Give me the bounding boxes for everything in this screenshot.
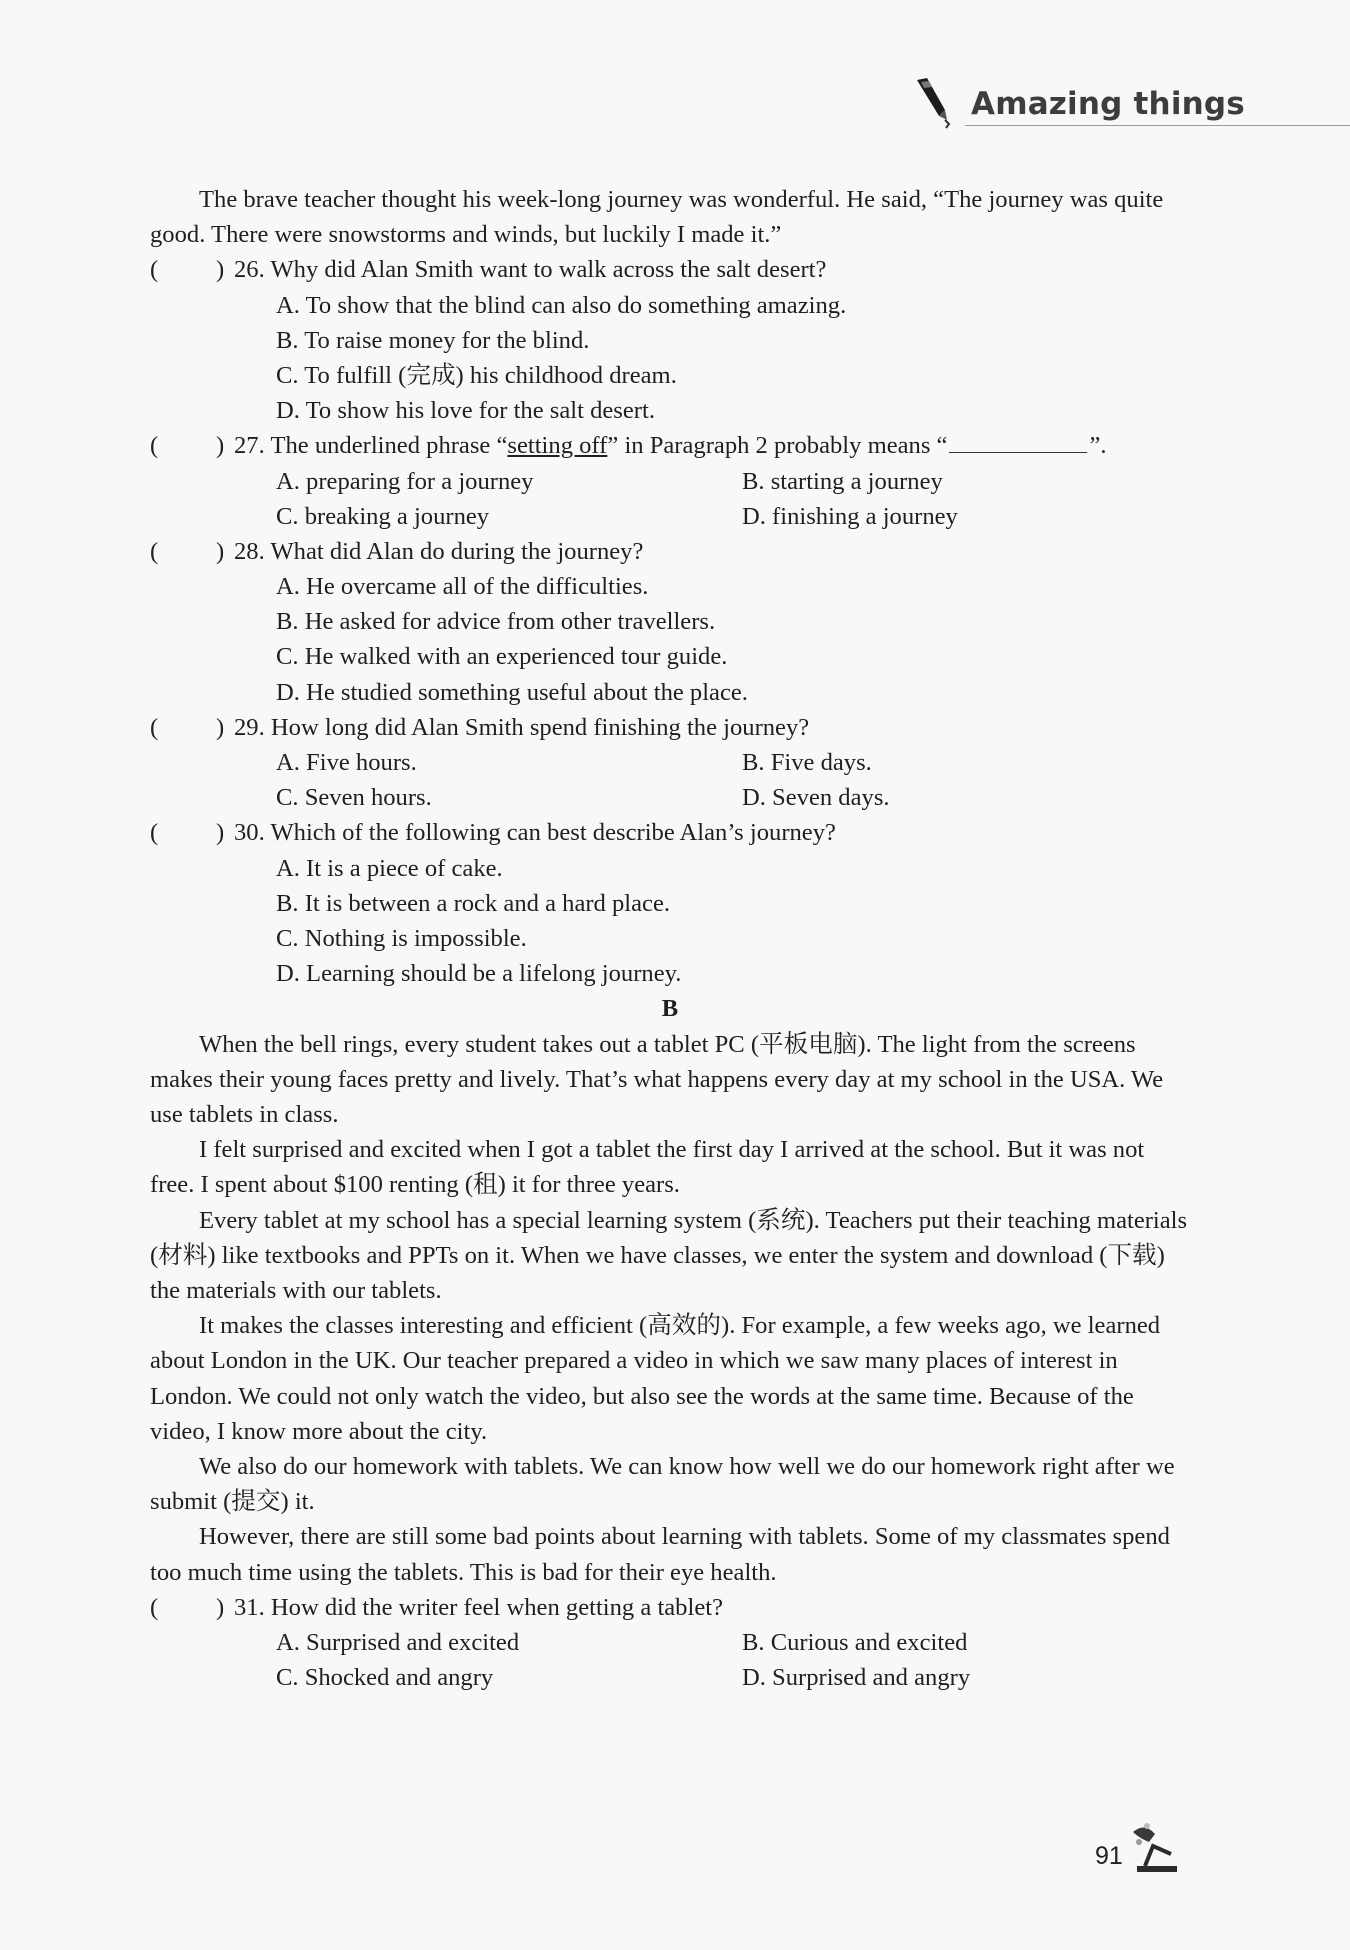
passage-b-paragraph-4: It makes the classes interesting and efficient (高效的). For example, a few weeks ago, we learned about London in the UK. Our teacher prepared a video in which we saw many places of interest in London. We could not only watch the video, but also see the words at the same time. Because of the video, I know more about the city.	[150, 1312, 1161, 1445]
question-30	[150, 815, 1190, 991]
answer-paren-right: )	[216, 537, 225, 565]
question-stem: 31. How did the writer feel when getting a tablet?	[234, 1593, 723, 1621]
passage-b-paragraph-3: Every tablet at my school has a special learning system (系统). Teachers put their teaching materials (材料) like textbooks and PPTs on it. When we have classes, we enter the system and download (下载) the materials with our tablets.	[150, 1206, 1188, 1304]
question-stem: 29. How long did Alan Smith spend finishing the journey?	[234, 713, 810, 741]
question-28	[150, 534, 1190, 710]
option-a: A. Surprised and excited	[276, 1628, 520, 1656]
option-a: A. He overcame all of the difficulties.	[276, 573, 649, 601]
pen-icon	[905, 76, 965, 138]
worksheet-content	[150, 182, 1190, 1695]
answer-paren-left: (	[150, 537, 159, 565]
option-c: C. To fulfill (完成) his childhood dream.	[276, 361, 677, 389]
question-stem: 28. What did Alan do during the journey?	[234, 537, 644, 565]
unit-title: Amazing things	[971, 86, 1245, 122]
option-a: A. preparing for a journey	[276, 467, 534, 495]
stem-part-3: ”.	[1089, 432, 1107, 460]
option-a: A. Five hours.	[276, 749, 417, 777]
option-b: B. starting a journey	[742, 467, 943, 495]
answer-paren-right: )	[216, 713, 225, 741]
option-c: C. Nothing is impossible.	[276, 924, 527, 952]
option-a: A. To show that the blind can also do something amazing.	[276, 291, 847, 319]
option-d: D. He studied something useful about the place.	[276, 678, 748, 706]
option-d: D. To show his love for the salt desert.	[276, 397, 655, 425]
option-d: D. finishing a journey	[742, 502, 958, 530]
fill-in-blank	[949, 430, 1087, 453]
question-stem: 30. Which of the following can best describe Alan’s journey?	[234, 819, 836, 847]
option-c: C. breaking a journey	[276, 502, 490, 530]
answer-paren-left: (	[150, 819, 159, 847]
option-b: B. He asked for advice from other travellers.	[276, 608, 716, 636]
answer-paren-left: (	[150, 256, 159, 284]
option-d: D. Surprised and angry	[742, 1664, 971, 1692]
option-a: A. It is a piece of cake.	[276, 854, 503, 882]
page-footer	[1095, 1820, 1195, 1880]
answer-paren-right: )	[216, 1593, 225, 1621]
option-c: C. Seven hours.	[276, 784, 432, 812]
passage-b-paragraph-5: We also do our homework with tablets. We can know how well we do our homework right after we submit (提交) it.	[150, 1452, 1175, 1516]
passage-a-closing-paragraph: The brave teacher thought his week-long journey was wonderful. He said, “The journey was quite good. There were snowstorms and winds, but luckily I made it.”	[150, 186, 1164, 249]
question-31	[150, 1590, 1190, 1696]
stem-part-2: ” in Paragraph 2 probably means “	[607, 432, 948, 460]
answer-paren-right: )	[216, 819, 225, 847]
question-stem: 26. Why did Alan Smith want to walk across the salt desert?	[234, 256, 827, 284]
question-27	[150, 428, 1190, 534]
underlined-phrase: setting off	[507, 432, 608, 460]
option-b: B. Five days.	[742, 749, 872, 777]
option-d: D. Seven days.	[742, 784, 890, 812]
passage-b-paragraph-2: I felt surprised and excited when I got a tablet the first day I arrived at the school. But it was not free. I spent about $100 renting (租) it for three years.	[150, 1136, 1145, 1199]
passage-b-paragraph-6: However, there are still some bad points about learning with tablets. Some of my classmates spend too much time using the tablets. This is bad for their eye health.	[150, 1523, 1170, 1586]
answer-paren-left: (	[150, 432, 159, 460]
question-stem	[234, 428, 1107, 463]
answer-paren-right: )	[216, 432, 225, 460]
desk-lamp-icon	[1131, 1820, 1187, 1876]
option-d: D. Learning should be a lifelong journey.	[276, 960, 682, 988]
section-b-heading: B	[661, 995, 679, 1023]
option-c: C. Shocked and angry	[276, 1664, 494, 1692]
page-header	[905, 76, 1350, 136]
answer-paren-left: (	[150, 1593, 159, 1621]
answer-paren-right: )	[216, 256, 225, 284]
option-b: B. Curious and excited	[742, 1628, 968, 1656]
answer-paren-left: (	[150, 713, 159, 741]
page-number: 91	[1095, 1842, 1123, 1870]
stem-part-1: 27. The underlined phrase “	[234, 432, 508, 460]
passage-b-paragraph-1: When the bell rings, every student takes out a tablet PC (平板电脑). The light from the screens makes their young faces pretty and lively. That’s what happens every day at my school in the USA. We use tablets in class.	[150, 1030, 1164, 1128]
option-b: B. To raise money for the blind.	[276, 326, 590, 354]
option-c: C. He walked with an experienced tour guide.	[276, 643, 728, 671]
question-29	[150, 710, 1190, 816]
header-rule	[965, 125, 1350, 126]
option-b: B. It is between a rock and a hard place.	[276, 889, 671, 917]
question-26	[150, 252, 1190, 428]
